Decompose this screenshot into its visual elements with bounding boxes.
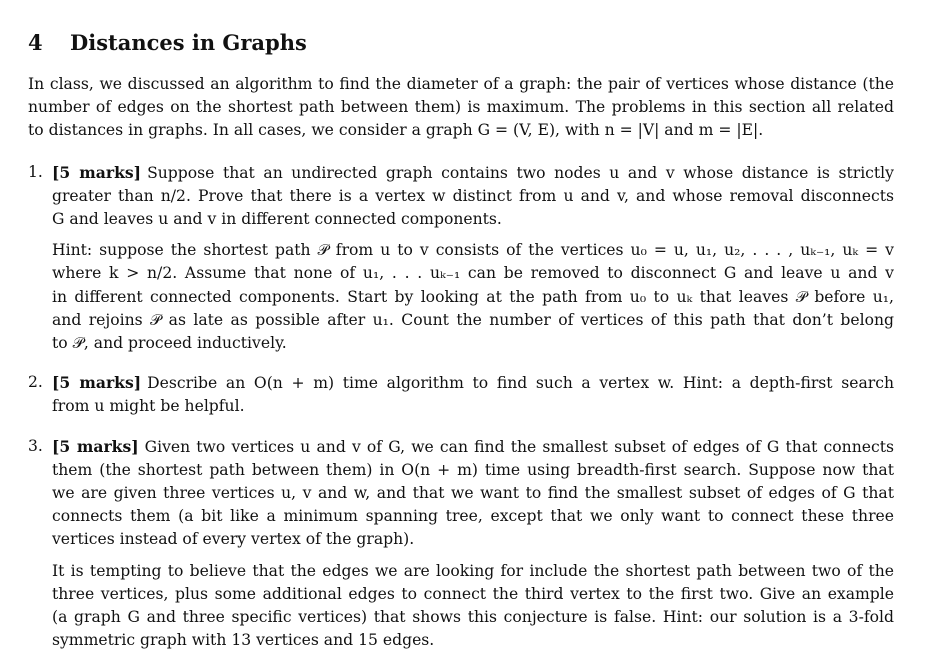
intro-line: In class, we discussed an algorithm to find the diameter of a graph: the pair of vertices whose distance (the [28,75,894,93]
followup-line: symmetric graph with 13 vertices and 15 edges. [52,631,435,650]
intro-line: number of edges on the shortest path between them) is maximum. The problems in this section all related [28,98,894,117]
problem-line: vertices instead of every vertex of the graph). [52,530,415,549]
hint-line: Hint: suppose the shortest path 𝒫 from u to v consists of the vertices u₀ = u, u₁, u₂, . . . , uₖ₋₁, uₖ = v [52,241,894,260]
hint-line: and rejoins 𝒫 as late as possible after u₁. Count the number of vertices of this path that don’t belong [52,310,894,329]
problem-2 [28,371,894,418]
section-heading [28,26,894,60]
problem-line [52,435,894,459]
problem-text: Suppose that an undirected graph contains two nodes u and v whose distance is strictly [147,163,894,182]
problem-text: Given two vertices u and v of G, we can find the smallest subset of edges of G that connects [144,437,894,456]
problem-line: them (the shortest path between them) in O(n + m) time using breadth-first search. Suppose now that [52,460,894,479]
problem-marks: [5 marks] [52,436,139,456]
problem-marks: [5 marks] [52,162,142,182]
intro-line: to distances in graphs. In all cases, we consider a graph G = (V, E), with n = |V| and m = |E|. [28,121,764,140]
problem-number: 3. [28,436,43,455]
problem-line: from u might be helpful. [52,397,245,416]
followup-line: It is tempting to believe that the edges we are looking for include the shortest path between two of the [52,561,894,580]
hint-line: to 𝒫, and proceed inductively. [52,334,287,353]
problem-3 [28,435,894,653]
problem-line: connects them (a bit like a minimum spanning tree, except that we only want to connect these three [52,507,894,526]
problem-marks: [5 marks] [52,373,142,393]
problem-body [52,371,894,418]
problem-hint [52,239,894,355]
problem-number: 1. [28,162,43,181]
intro-paragraph [28,73,894,143]
hint-line: where k > n/2. Assume that none of u₁, . . . uₖ₋₁ can be removed to disconnect G and leave u and v [52,264,894,283]
problem-body [52,435,894,552]
section-number: 4 [28,30,43,55]
followup-line: (a graph G and three specific vertices) that shows this conjecture is false. Hint: our solution is a 3-fold [52,608,894,627]
problem-list [28,161,894,653]
problem-followup [52,560,894,653]
hint-line: in different connected components. Start by looking at the path from u₀ to uₖ that leaves 𝒫 before u₁, [52,287,894,306]
problem-line: we are given three vertices u, v and w, and that we want to find the smallest subset of edges of G that [52,484,894,503]
problem-line: greater than n/2. Prove that there is a vertex w distinct from u and v, and whose removal disconnects [52,186,894,205]
problem-1 [28,161,894,356]
section-title: Distances in Graphs [70,30,307,55]
problem-line: G and leaves u and v in different connected components. [52,210,502,229]
document-page [28,22,894,668]
problem-number: 2. [28,373,43,392]
problem-line [52,161,894,185]
problem-text: Describe an O(n + m) time algorithm to find such a vertex w. Hint: a depth-first search [147,374,894,393]
followup-line: three vertices, plus some additional edges to connect the third vertex to the first two. Give an example [52,584,894,603]
problem-body [52,161,894,232]
problem-line [52,371,894,395]
